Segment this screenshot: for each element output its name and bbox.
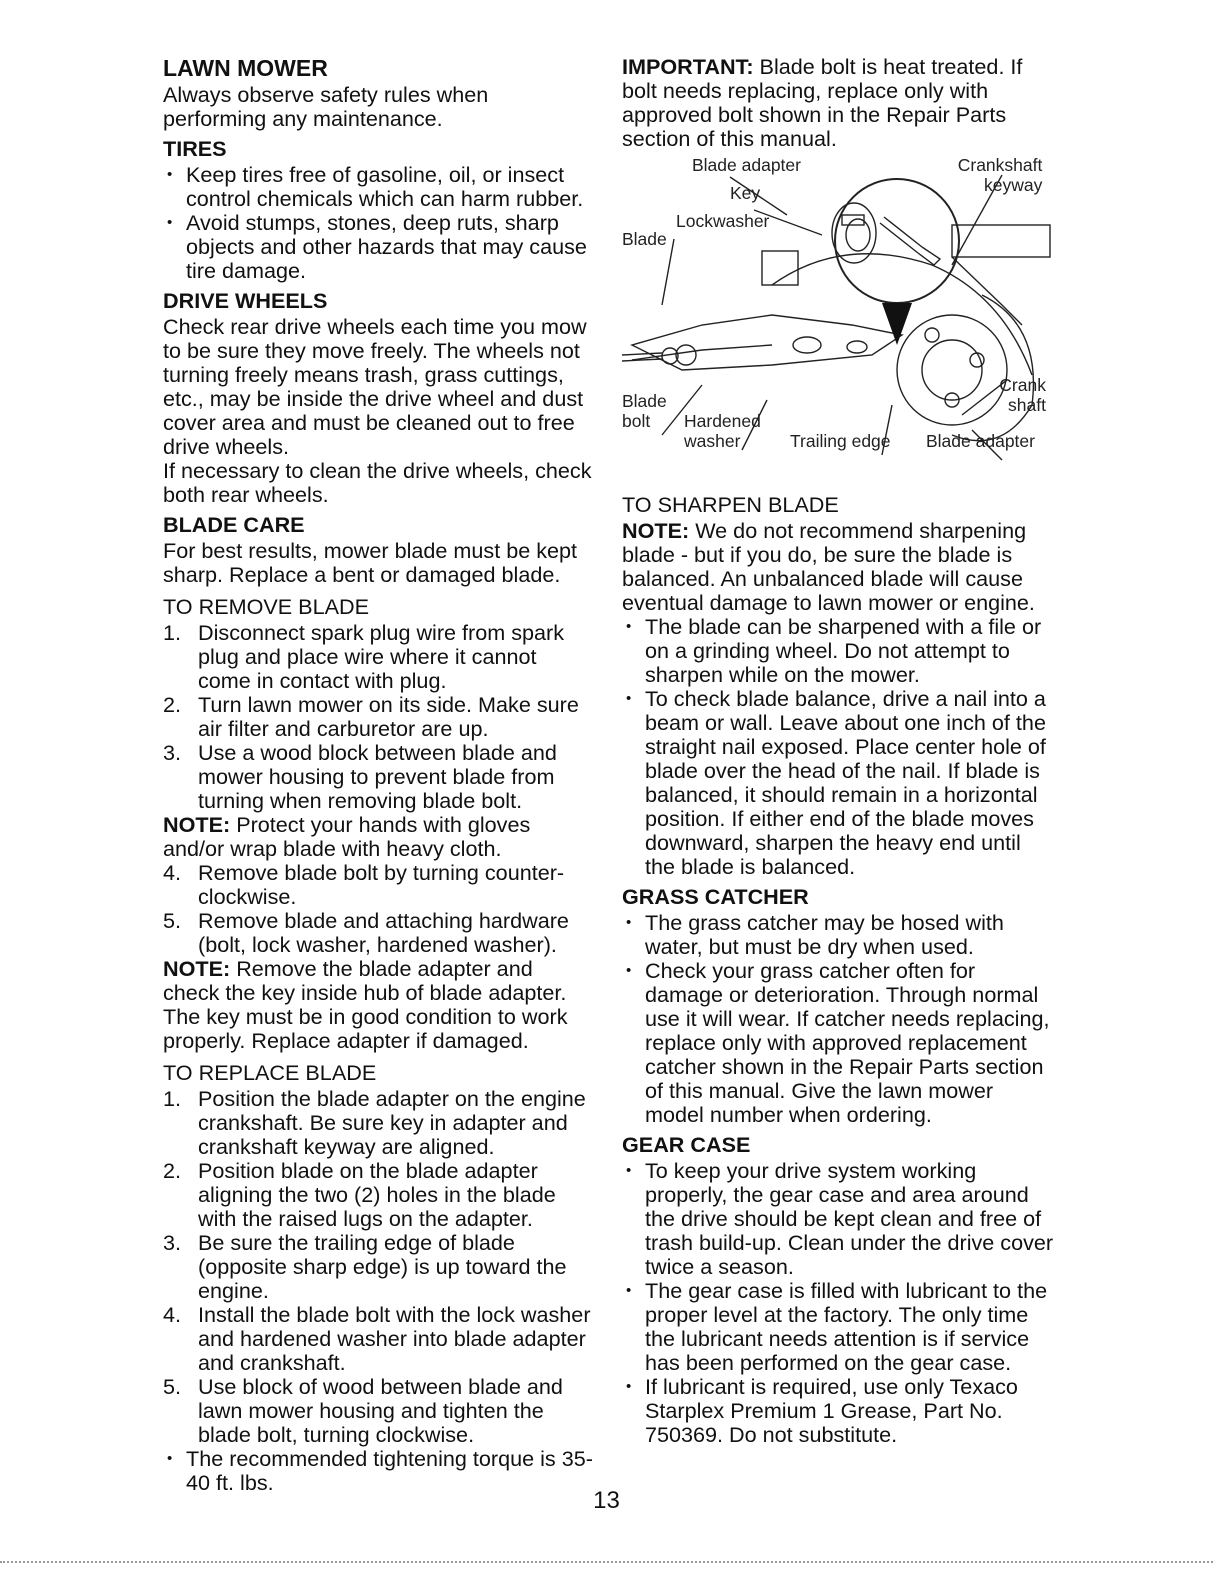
- step-number: 1.: [163, 1086, 182, 1111]
- grass-catcher-list: [622, 911, 1054, 1127]
- heading-remove-blade: TO REMOVE BLADE: [163, 594, 369, 619]
- step-number: 3.: [163, 740, 182, 765]
- drive-wheels-text-2: If necessary to clean the drive wheels, check both rear wheels.: [163, 458, 592, 507]
- step-number: 1.: [163, 620, 182, 645]
- note-label: NOTE:: [163, 812, 231, 837]
- sharpen-note: [622, 519, 1054, 615]
- list-item: • If lubricant is required, use only Texaco Starplex Premium 1 Grease, Part No. 750369. Do not substitute.: [622, 1375, 1054, 1447]
- step-number: 2.: [163, 692, 182, 717]
- label-crankshaft: [998, 375, 1046, 415]
- important-label: IMPORTANT:: [622, 54, 754, 79]
- list-item: • Check your grass catcher often for damage or deterioration. Through normal use it will wear. If catcher needs replacing, replace only with approved replacement catcher shown in the Repair Parts section of this manual. Give the lawn mower model number when ordering.: [622, 959, 1054, 1127]
- tires-list: [163, 163, 595, 283]
- step-text: Remove blade and attaching hardware (bolt, lock washer, hardened washer).: [198, 908, 569, 957]
- list-item: [163, 1087, 595, 1159]
- heading-blade-care: BLADE CARE: [163, 512, 305, 537]
- page-number: 13: [593, 1487, 620, 1514]
- list-item: [163, 861, 595, 909]
- right-column: [622, 55, 1054, 1447]
- heading-grass-catcher: GRASS CATCHER: [622, 884, 809, 909]
- sharpen-list: [622, 615, 1054, 879]
- step-text: Turn lawn mower on its side. Make sure air filter and carburetor are up.: [198, 692, 579, 741]
- list-item: • To keep your drive system working properly, the gear case and area around the drive should be kept clean and free of trash build-up. Clean under the drive cover twice a season.: [622, 1159, 1054, 1279]
- label-trailing-edge: Trailing edge: [790, 431, 891, 451]
- label-crankshaft-keyway: [952, 155, 1042, 195]
- label-hardened-washer: [684, 411, 761, 451]
- note-label: NOTE:: [163, 956, 231, 981]
- note-gloves: [163, 813, 595, 861]
- note-adapter: [163, 957, 595, 1053]
- remove-blade-steps-2: [163, 861, 595, 957]
- intro-text: Always observe safety rules when performing any maintenance.: [163, 82, 489, 131]
- left-column: [163, 55, 595, 1495]
- blade-care-text: For best results, mower blade must be kept sharp. Replace a bent or damaged blade.: [163, 538, 578, 587]
- step-text: Position the blade adapter on the engine crankshaft. Be sure key in adapter and crankshaft keyway are aligned.: [198, 1086, 586, 1159]
- list-item: • To check blade balance, drive a nail into a beam or wall. Leave about one inch of the straight nail exposed. Place center hole of blade over the head of the nail. If blade is balanced, it should remain in a horizontal position. If either end of the blade moves downward, sharpen the heavy end until the blade is balanced.: [622, 687, 1054, 879]
- list-item: • Avoid stumps, stones, deep ruts, sharp objects and other hazards that may cause tire damage.: [163, 211, 595, 283]
- replace-blade-steps: [163, 1087, 595, 1447]
- blade-assembly-diagram: [622, 155, 1054, 481]
- list-item: [163, 1303, 595, 1375]
- step-number: 3.: [163, 1230, 182, 1255]
- drive-wheels-text: Check rear drive wheels each time you mow to be sure they move freely. The wheels not turning freely means trash, grass cuttings, etc., may be inside the drive wheel and dust cover area and must be cleaned out to free drive wheels.: [163, 314, 587, 459]
- label-line: Crank: [999, 375, 1046, 395]
- heading-sharpen-blade: TO SHARPEN BLADE: [622, 492, 839, 517]
- label-key: Key: [730, 183, 761, 203]
- note-label: NOTE:: [622, 518, 690, 543]
- step-text: Be sure the trailing edge of blade (opposite sharp edge) is up toward the engine.: [198, 1230, 567, 1303]
- step-number: 4.: [163, 1302, 182, 1327]
- label-line: Blade: [622, 391, 667, 411]
- step-text: Remove blade bolt by turning counter-clockwise.: [198, 860, 565, 909]
- label-blade-adapter-top: Blade adapter: [692, 155, 801, 175]
- list-item: • The blade can be sharpened with a file or on a grinding wheel. Do not attempt to sharpen while on the mower.: [622, 615, 1054, 687]
- label-blade: Blade: [622, 229, 667, 249]
- label-line: bolt: [622, 411, 651, 431]
- label-lockwasher: Lockwasher: [676, 211, 770, 231]
- heading-gear-case: GEAR CASE: [622, 1132, 751, 1157]
- list-item: [163, 621, 595, 693]
- note-text: Remove the blade adapter and check the key inside hub of blade adapter. The key must be in good condition to work properly. Replace adapter if damaged.: [163, 956, 568, 1053]
- step-text: Position blade on the blade adapter aligning the two (2) holes in the blade with the raised lugs on the adapter.: [198, 1158, 556, 1231]
- step-text: Disconnect spark plug wire from spark plug and place wire where it cannot come in contact with plug.: [198, 620, 565, 693]
- heading-tires: TIRES: [163, 136, 227, 161]
- label-line: washer: [684, 431, 741, 451]
- bottom-divider: [0, 1561, 1213, 1563]
- list-item: [163, 1375, 595, 1447]
- step-number: 2.: [163, 1158, 182, 1183]
- label-blade-bolt: [622, 391, 667, 431]
- list-item: • Keep tires free of gasoline, oil, or insect control chemicals which can harm rubber.: [163, 163, 595, 211]
- step-number: 5.: [163, 908, 182, 933]
- step-number: 4.: [163, 860, 182, 885]
- list-item: [163, 1231, 595, 1303]
- important-note: [622, 55, 1054, 151]
- label-line: keyway: [984, 175, 1043, 195]
- label-blade-adapter-bottom: Blade adapter: [926, 431, 1035, 451]
- list-item: • The recommended tightening torque is 35-40 ft. lbs.: [163, 1447, 595, 1495]
- remove-blade-steps: [163, 621, 595, 813]
- step-number: 5.: [163, 1374, 182, 1399]
- gear-case-list: [622, 1159, 1054, 1447]
- heading-replace-blade: TO REPLACE BLADE: [163, 1060, 377, 1085]
- important-text: Blade bolt is heat treated. If bolt needs replacing, replace only with approved bolt shown in the Repair Parts section of this manual.: [622, 54, 1023, 151]
- list-item: [163, 909, 595, 957]
- step-text: Use block of wood between blade and lawn mower housing and tighten the blade bolt, turning clockwise.: [198, 1374, 563, 1447]
- heading-drive-wheels: DRIVE WHEELS: [163, 288, 328, 313]
- label-line: Hardened: [684, 411, 761, 431]
- list-item: [163, 741, 595, 813]
- step-text: Install the blade bolt with the lock washer and hardened washer into blade adapter and crankshaft.: [198, 1302, 591, 1375]
- list-item: • The grass catcher may be hosed with water, but must be dry when used.: [622, 911, 1054, 959]
- label-line: Crankshaft: [957, 155, 1043, 175]
- label-line: shaft: [1008, 395, 1046, 415]
- note-text: We do not recommend sharpening blade - but if you do, be sure the blade is balanced. An unbalanced blade will cause eventual damage to lawn mower or engine.: [622, 518, 1035, 615]
- step-text: Use a wood block between blade and mower housing to prevent blade from turning when removing blade bolt.: [198, 740, 557, 813]
- list-item: [163, 1159, 595, 1231]
- list-item: [163, 693, 595, 741]
- section-title-lawn-mower: LAWN MOWER: [163, 55, 328, 81]
- list-item: • The gear case is filled with lubricant to the proper level at the factory. The only time the lubricant needs attention is if service has been performed on the gear case.: [622, 1279, 1054, 1375]
- note-text: Protect your hands with gloves and/or wrap blade with heavy cloth.: [163, 812, 531, 861]
